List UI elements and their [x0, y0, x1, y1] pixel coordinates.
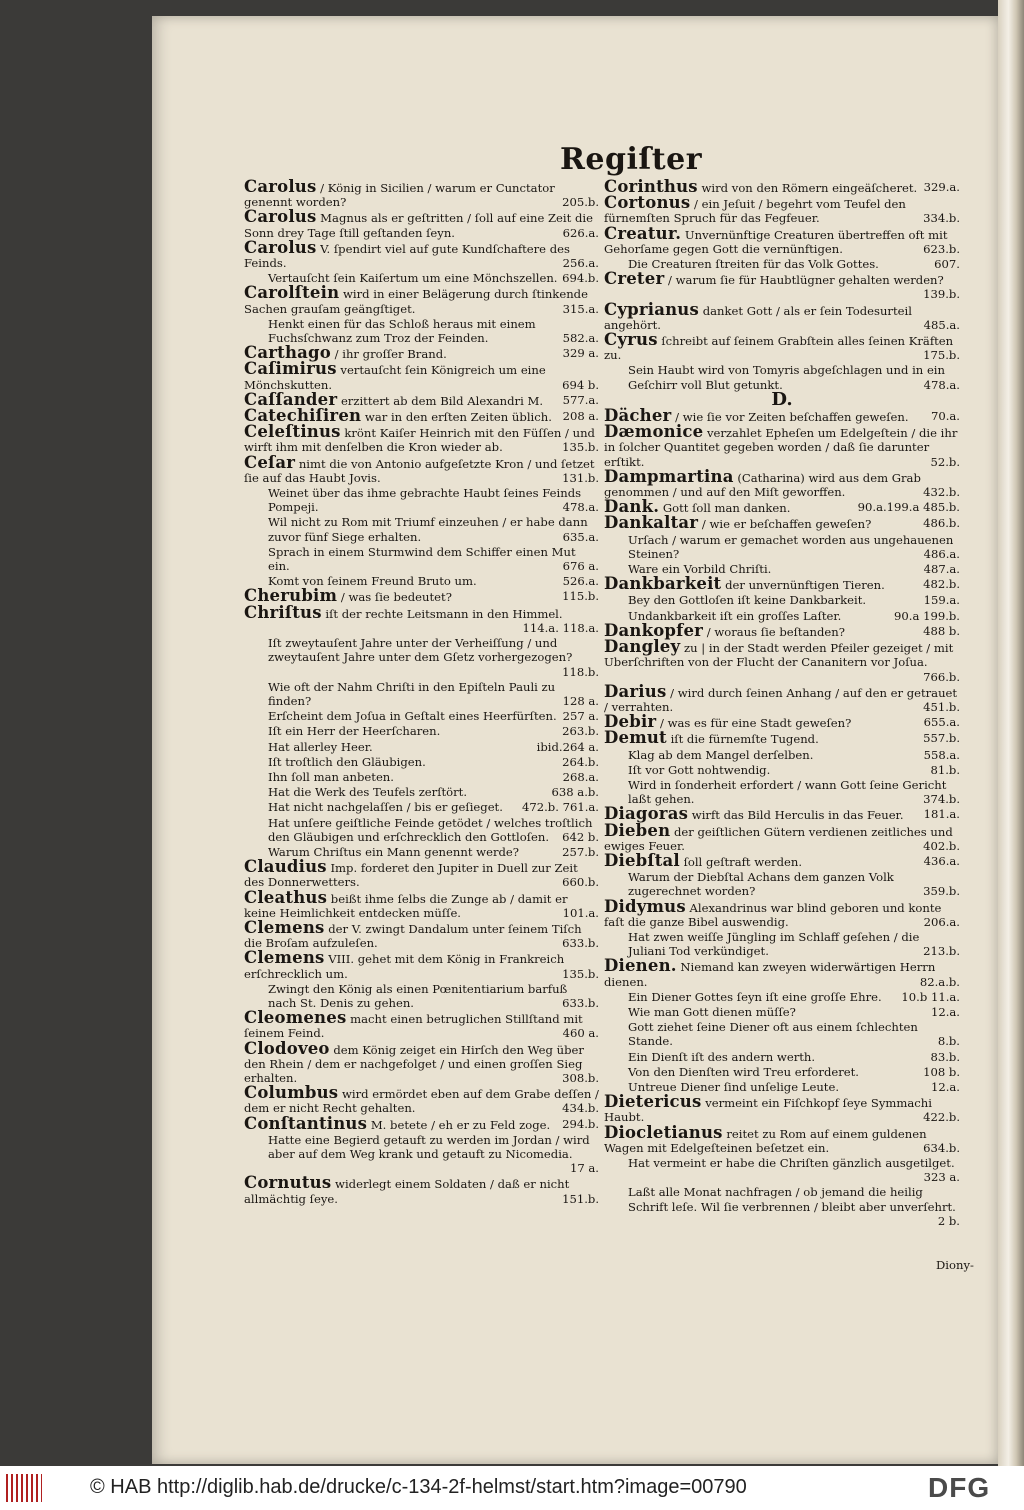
index-text: Gott ſoll man danken. — [662, 501, 791, 516]
index-headword: Cherubim — [244, 586, 338, 606]
page-reference: 135.b. — [562, 966, 599, 981]
index-entry — [604, 1156, 960, 1184]
page-reference: 655.a. — [923, 715, 960, 730]
index-headword: Carolus — [244, 237, 317, 257]
index-subentry: Vertauſcht ſein Kaiſertum um eine Mönchszellen. — [268, 271, 558, 286]
index-entry — [244, 1038, 599, 1086]
index-entry — [244, 709, 599, 723]
page-reference: 432.b. — [923, 485, 960, 500]
index-headword: Dank. — [604, 497, 660, 517]
index-subentry: Untreue Diener ſind unſelige Leute. — [628, 1079, 840, 1094]
index-headword: Cyprianus — [604, 299, 699, 319]
index-entry — [244, 359, 599, 392]
index-subentry: Hat die Werk des Teufels zerſtört. — [268, 785, 468, 800]
index-text: dem König zeiget ein Hirſch den Weg über den Rhein / dem er nachgefolget / und einen groſſen Sieg erhalten. — [244, 1042, 584, 1085]
page-reference: 115.b. — [562, 589, 599, 604]
index-text: Magnus als er geſtritten / ſoll auf eine Zeit die Sonn drey Tage ſtill geſtanden ſeyn. — [244, 211, 593, 240]
index-subentry: Iſt vor Gott nohtwendig. — [628, 762, 771, 777]
page-reference: 315.a. — [562, 301, 599, 316]
page-reference: 12.a. — [930, 1004, 960, 1019]
index-subentry: Ein Dienſt iſt des andern werth. — [628, 1049, 816, 1064]
page-reference: 8.b. — [937, 1034, 960, 1049]
index-text: Unvernünftige Creaturen übertreffen oft mit Gehorſame gegen Gott die vernünftigen. — [604, 227, 948, 256]
hab-logo-icon — [6, 1474, 42, 1502]
index-subentry: Wil nicht zu Rom mit Triumf einzeuhen / er habe dann zuvor fünf Siege erhalten. — [268, 515, 588, 544]
page-reference: 478.a. — [923, 377, 960, 392]
page-reference: 766.b. — [923, 669, 960, 684]
page-reference: 694 b. — [562, 377, 599, 392]
index-entry — [244, 816, 599, 844]
index-text: VIII. gehet mit dem König in Frankreich erſchrecklich um. — [244, 952, 565, 981]
index-subentry: Henkt einen für das Schloß heraus mit einem Fuchsſchwanz zum Troz der Feinden. — [268, 316, 536, 346]
index-entry — [244, 1083, 599, 1116]
index-headword: Ceſar — [244, 452, 296, 472]
index-text: wird ermördet eben auf dem Grabe deſſen / dem er nicht Recht gehalten. — [244, 1087, 599, 1116]
index-entry — [244, 545, 599, 573]
index-subentry: Warum Chriſtus ein Mann genennt werde? — [268, 844, 519, 859]
index-headword: Diebſtal — [604, 850, 680, 870]
page-reference: 676 a. — [562, 559, 599, 574]
index-headword: Carolus — [244, 207, 317, 227]
index-headword: Creter — [604, 269, 665, 289]
index-text: ſoll geſtraft werden. — [683, 854, 803, 869]
index-subentry: Hat vermeint er habe die Chriſten gänzlich ausgetilget. — [628, 1156, 955, 1170]
page-reference: 434.b. — [562, 1101, 599, 1116]
page-reference: 205.b. — [562, 195, 599, 210]
footer-bar — [0, 1466, 1024, 1510]
page-reference: 268.a. — [562, 769, 599, 784]
index-headword: Corinthus — [604, 177, 698, 196]
page-reference: 488 b. — [923, 623, 960, 638]
page-reference: 402.b. — [923, 838, 960, 853]
index-headword: Clemens — [244, 917, 325, 937]
index-headword: Dietericus — [604, 1092, 702, 1112]
index-entry — [604, 574, 960, 594]
page-reference: 213.b. — [923, 944, 960, 959]
index-text: / was ſie bedeutet? — [340, 590, 452, 605]
index-entry — [244, 1133, 599, 1176]
index-text: reitet zu Rom auf einem guldenen Wagen mit Edelgeſteinen beſetzet ein. — [604, 1126, 927, 1155]
index-entry — [604, 820, 960, 853]
index-entry — [604, 193, 960, 226]
index-headword: Didymus — [604, 896, 686, 916]
index-entry — [244, 486, 599, 514]
index-entry — [244, 237, 599, 271]
page-reference: 128 a. — [562, 693, 599, 708]
index-text: vertauſcht ſein Königreich um eine Mönchskutten. — [244, 363, 546, 392]
page-reference: 557.b. — [923, 731, 960, 746]
index-headword: Debir — [604, 712, 657, 732]
index-entry — [604, 763, 960, 777]
page-reference: 478.a. — [562, 500, 599, 515]
index-text: / wie er beſchaffen geweſen? — [701, 517, 872, 532]
index-entry — [244, 785, 599, 799]
page-reference: 10.b 11.a. — [901, 989, 960, 1004]
catchword: Diony- — [936, 1258, 974, 1272]
index-subentry: Warum der Diebſtal Achans dem ganzen Volk zugerechnet worden? — [628, 870, 894, 899]
index-headword: Dankbarkeit — [604, 574, 722, 594]
page-reference: 256.a. — [562, 256, 599, 271]
page-reference: 486.b. — [923, 516, 960, 531]
index-entry — [604, 956, 960, 989]
index-headword: Cleomenes — [244, 1008, 347, 1028]
index-entry — [244, 800, 599, 814]
page-reference: 359.b. — [923, 884, 960, 899]
page-reference: 526.a. — [562, 574, 599, 589]
index-headword: Demut — [604, 728, 667, 748]
page-reference: 264.b. — [562, 754, 599, 769]
index-text: Niemand kan zweyen widerwärtigen Herrn dienen. — [604, 960, 936, 989]
index-entry — [244, 917, 599, 951]
page-reference: 52.b. — [930, 454, 960, 469]
index-subentry: Urſach / warum er gemachet worden aus ungehauenen Steinen? — [628, 532, 954, 561]
index-text: der V. zwingt Dandalum unter ſeinem Tiſch die Broſam aufzuleſen. — [244, 921, 582, 951]
index-entry — [244, 283, 599, 316]
section-letter: D. — [771, 388, 793, 410]
index-text: krönt Kaiſer Heinrich mit den Füſſen / und wirft ihm mit denſelben die Kron wieder ab. — [244, 426, 595, 455]
index-text: / warum ſie für Haubtlügner gehalten werden? — [668, 273, 944, 288]
index-subentry: Weinet über das ihme gebrachte Haubt ſeines Feinds Pompeji. — [268, 486, 582, 515]
index-headword: Dampmartina — [604, 466, 734, 486]
page-reference: 90.a.199.a 485.b. — [857, 500, 960, 515]
index-subentry: Gott ziehet ſeine Diener oft aus einem ſchlechten Stande. — [628, 1020, 918, 1049]
index-entry — [604, 637, 960, 684]
index-entry — [604, 748, 960, 762]
right-column — [604, 177, 960, 1229]
index-text: zu | in der Stadt werden Pfeiler gezeiget / mit Uberſchriften von der Flucht der Cananitern vor Joſua. — [604, 641, 954, 670]
index-headword: Claudius — [244, 857, 327, 877]
page-stack-edge — [998, 0, 1024, 1466]
index-text: Imp. forderet den Jupiter in Duell zur Zeit des Donnerwetters. — [244, 861, 578, 890]
index-text: M. betete / eh er zu Feld zoge. — [370, 1117, 551, 1132]
index-entry — [604, 593, 960, 607]
index-subentry: Iſt ein Herr der Heerſcharen. — [268, 724, 441, 739]
index-entry — [604, 513, 960, 533]
page-reference: 308.b. — [562, 1070, 599, 1085]
page-reference: 90.a 199.b. — [894, 608, 960, 623]
page-reference: 633.b. — [562, 995, 599, 1010]
page-reference: 577.a. — [562, 392, 599, 407]
index-subentry: Hat zwen weiſſe Jüngling im Schlaff geſehen / die Juliani Tod verkündiget. — [628, 929, 920, 959]
index-entry — [244, 755, 599, 769]
index-headword: Clemens — [244, 948, 325, 968]
index-headword: Chriſtus — [244, 602, 322, 622]
page-reference: 206.a. — [923, 914, 960, 929]
index-text: / wie ſie vor Zeiten beſchaffen geweſen. — [675, 410, 909, 425]
index-entry — [604, 1122, 960, 1155]
index-headword: Dienen. — [604, 956, 677, 976]
index-subentry: Iſt troſtlich den Gläubigen. — [268, 754, 426, 769]
index-entry — [604, 1065, 960, 1079]
footer-url[interactable]: © HAB http://diglib.hab.de/drucke/c-134-2f-helmst/start.htm?image=00790 — [90, 1476, 747, 1498]
index-entry — [244, 887, 599, 920]
index-entry — [604, 990, 960, 1004]
index-text: beißt ihme ſelbs die Zunge ab / damit er keine Heimlichkeit entdecken müſſe. — [244, 891, 568, 920]
page-reference: 485.a. — [923, 317, 960, 332]
index-entry — [604, 896, 960, 929]
index-subentry: Sein Haubt wird von Tomyris abgeſchlagen und in ein Geſchirr voll Blut getunkt. — [628, 363, 945, 392]
index-headword: Dæmonice — [604, 422, 704, 442]
index-subentry: Iſt zweytauſent Jahre unter der Verheiſſung / und zweytauſent Jahre unter dem Gſetz vorhergezogen? — [268, 636, 573, 665]
index-entry — [604, 930, 960, 958]
page-reference: 472.b. 761.a. — [521, 800, 599, 815]
index-entry — [604, 363, 960, 391]
index-subentry: Sprach in einem Sturmwind dem Schiffer einen Mut ein. — [268, 544, 576, 574]
index-subentry: Klag ab dem Mangel derſelben. — [628, 747, 814, 762]
page-reference: 159.a. — [923, 593, 960, 608]
page-reference: 329 a. — [562, 346, 599, 361]
index-text: nimt die von Antonio aufgeſetzte Kron / und ſetzet ſie auf das Haubt Jovis. — [244, 456, 595, 485]
index-headword: Carthago — [244, 343, 331, 363]
index-text: vermeint ein Fiſchkopf ſeye Symmachi Haubt. — [604, 1096, 932, 1125]
page-reference: 257 a. — [562, 709, 599, 724]
index-text: / wird durch ſeinen Anhang / auf den er getrauet / verrahten. — [604, 685, 958, 714]
index-entry — [244, 452, 599, 485]
index-text: wird in einer Belägerung durch ſtinkende Sachen grauſam geängſtiget. — [244, 287, 588, 316]
index-text: / ein Jeſuit / begehrt vom Teufel den fürnemſten Spruch für das Fegfeuer. — [604, 197, 906, 226]
index-headword: Caſimirus — [244, 359, 337, 379]
page-reference: 294.b. — [562, 1116, 599, 1131]
index-subentry: Ware ein Vorbild Chriſti. — [628, 562, 772, 577]
index-entry — [604, 1092, 960, 1125]
page-reference: 181.a. — [923, 807, 960, 822]
index-entry — [604, 1005, 960, 1019]
index-subentry: Von den Dienſten wird Treu erforderet. — [628, 1064, 859, 1079]
page-reference: 135.b. — [562, 440, 599, 455]
page-reference: 101.a. — [562, 905, 599, 920]
page-reference: 436.a. — [923, 853, 960, 868]
page-reference: 451.b. — [923, 699, 960, 714]
index-subentry: Die Creaturen ſtreiten für das Volk Gottes. — [628, 257, 879, 272]
page-reference: 17 a. — [569, 1161, 599, 1176]
index-subentry: Zwingt den König als einen Pœnitentiarium barfuß nach St. Denis zu gehen. — [268, 981, 568, 1010]
index-headword: Cyrus — [604, 330, 658, 350]
page-reference: 623.b. — [923, 241, 960, 256]
index-text: der unvernünftigen Tieren. — [725, 578, 885, 593]
index-headword: Diagoras — [604, 804, 689, 824]
page-reference: 482.b. — [923, 577, 960, 592]
index-headword: Cortonus — [604, 193, 691, 213]
index-entry — [244, 207, 599, 240]
index-entry — [604, 850, 960, 870]
index-subentry: Hat unſere geiſtliche Feinde getödet / welches troſtlich den Gläubigen und erſchrecklich den Gottloſen. — [268, 815, 593, 844]
index-text: iſt die fürnemſte Tugend. — [670, 732, 819, 747]
index-headword: Dächer — [604, 406, 672, 426]
index-headword: Dangley — [604, 637, 681, 657]
page-reference: 83.b. — [930, 1049, 960, 1064]
page-reference: 81.b. — [930, 762, 960, 777]
index-text: wird von den Römern eingeäſcheret. — [701, 181, 918, 195]
page-reference: 422.b. — [923, 1110, 960, 1125]
index-text: widerlegt einem Soldaten / daß er nicht allmächtig ſeye. — [244, 1177, 570, 1206]
index-headword: Dankaltar — [604, 513, 699, 533]
index-headword: Columbus — [244, 1083, 339, 1103]
page-reference: 694.b. — [562, 271, 599, 286]
index-entry — [244, 770, 599, 784]
page-reference: 118.b. — [562, 664, 599, 679]
index-entry — [604, 223, 960, 256]
page-reference: 638 a.b. — [551, 785, 599, 800]
index-entry — [244, 515, 599, 543]
index-text: V. ſpendirt viel auf gute Kundſchaftere des Feinds. — [244, 241, 570, 271]
index-headword: Clodoveo — [244, 1038, 330, 1058]
index-headword: Dankopfer — [604, 620, 704, 640]
page-reference: 607. — [934, 257, 960, 272]
index-headword: Dieben — [604, 820, 671, 840]
index-subentry: Komt von ſeinem Freund Bruto um. — [268, 574, 477, 589]
index-headword: Carolus — [244, 177, 317, 196]
page-reference: 139.b. — [923, 287, 960, 302]
index-text: erzittert ab dem Bild Alexandri M. — [340, 393, 544, 408]
page-reference: ibid.264 a. — [536, 739, 599, 754]
index-entry — [244, 724, 599, 738]
page-reference: 82.a.b. — [919, 974, 960, 989]
index-text: iſt der rechte Leitsmann in den Himmel. — [325, 606, 563, 621]
index-entry — [244, 636, 599, 679]
index-headword: Creatur. — [604, 223, 682, 243]
page-reference: 486.a. — [923, 546, 960, 561]
index-entry — [604, 299, 960, 332]
index-entry — [604, 269, 960, 302]
index-entry — [604, 1185, 960, 1228]
index-entry — [604, 1050, 960, 1064]
page-reference: 626.a. — [562, 225, 599, 240]
index-entry — [244, 982, 599, 1010]
index-entry — [244, 177, 599, 210]
index-entry — [244, 680, 599, 708]
index-text: verzahlet Epheſen um Edelgeſtein / die ihr in ſolcher Quantitet gegeben worden / daß ſie darunter erſtikt. — [604, 426, 958, 469]
index-entry — [244, 1008, 599, 1041]
page-reference: 660.b. — [562, 875, 599, 890]
page-heading: Regiſter — [560, 142, 703, 177]
index-entry — [244, 1173, 599, 1206]
dfg-logo: DFG — [928, 1472, 991, 1503]
index-entry — [604, 330, 960, 363]
index-subentry: Ihn ſoll man anbeten. — [268, 769, 394, 784]
index-text: ſchreibt auf ſeinem Grabſtein alles ſeinen Kräften zu. — [604, 334, 954, 363]
index-entry — [604, 466, 960, 500]
index-text: danket Gott / als er ſein Todesurteil angehört. — [604, 303, 912, 332]
index-subentry: Laßt alle Monat nachfragen / ob jemand die heilig Schrift leſe. Wil ſie verbrennen / bleibt aber unverſehrt. — [628, 1185, 956, 1214]
page-reference: 175.b. — [923, 348, 960, 363]
index-subentry: Ein Diener Gottes ſeyn iſt eine groſſe Ehre. — [628, 989, 882, 1004]
page-reference: 257.b. — [562, 844, 599, 859]
index-text: wirft das Bild Herculis in das Feuer. — [691, 808, 904, 823]
index-subentry: Wie oft der Nahm Chriſti in den Epiſteln Pauli zu finden? — [268, 679, 556, 708]
index-headword: Diocletianus — [604, 1122, 723, 1142]
page-reference: 642 b. — [562, 829, 599, 844]
page-reference: 487.a. — [923, 562, 960, 577]
index-entry — [244, 948, 599, 981]
index-subentry: Wird in ſonderheit erfordert / wann Gott ſeine Gericht laßt gehen. — [628, 777, 947, 807]
page-reference: 108 b. — [923, 1064, 960, 1079]
page-reference: 634.b. — [923, 1140, 960, 1155]
index-subentry: Hatte eine Begierd getauft zu werden im Jordan / wird aber auf dem Weg krank und getauft zu Nicomedia. — [268, 1132, 590, 1161]
index-headword: Conſtantinus — [244, 1113, 368, 1133]
index-entry — [604, 422, 960, 469]
page-reference: 12.a. — [930, 1079, 960, 1094]
index-headword: Celeſtinus — [244, 422, 341, 442]
index-entry — [244, 1113, 599, 1133]
index-entry — [604, 870, 960, 898]
index-entry — [604, 681, 960, 714]
index-subentry: Erſcheint dem Joſua in Geſtalt eines Heerfürſten. — [268, 709, 557, 724]
index-text: der geiſtlichen Gütern verdienen zeitliches und ewiges Feuer. — [604, 824, 953, 853]
index-subentry: Bey den Gottloſen iſt keine Dankbarkeit. — [628, 593, 867, 608]
index-subentry: Hat nicht nachgelaſſen / bis er geſieget. — [268, 800, 503, 815]
index-headword: Darius — [604, 681, 667, 701]
index-entry — [244, 317, 599, 345]
index-text: (Catharina) wird aus dem Grab genommen / und auf den Miſt geworffen. — [604, 470, 921, 500]
page-reference: 131.b. — [562, 470, 599, 485]
page-reference: 334.b. — [923, 211, 960, 226]
index-entry — [244, 422, 599, 455]
index-headword: Carolſtein — [244, 283, 340, 303]
index-entry — [244, 602, 599, 635]
index-text: / ihr groſſer Brand. — [334, 347, 447, 362]
index-entry — [604, 533, 960, 561]
index-text: / König in Sicilien / warum er Cunctator genennt worden? — [244, 181, 555, 210]
index-text: / woraus ſie beſtanden? — [706, 624, 845, 639]
index-text: Alexandrinus war blind geboren und konte faſt die ganze Bibel auswendig. — [604, 900, 942, 929]
index-entry — [604, 728, 960, 748]
page-reference: 633.b. — [562, 936, 599, 951]
index-entry — [244, 740, 599, 754]
page-reference: 208 a. — [562, 409, 599, 424]
index-text: / was es für eine Stadt geweſen? — [660, 716, 852, 731]
index-headword: Caſſander — [244, 389, 338, 409]
index-headword: Cornutus — [244, 1173, 332, 1193]
page-reference: 70.a. — [930, 409, 960, 424]
page-reference: 635.a. — [562, 529, 599, 544]
page-reference: 323 a. — [923, 1170, 960, 1185]
index-headword: Catechiſiren — [244, 406, 362, 426]
index-subentry: Undankbarkeit iſt ein groſſes Laſter. — [628, 608, 842, 623]
index-headword: Cleathus — [244, 887, 328, 907]
page-reference: 151.b. — [562, 1191, 599, 1206]
page-reference: 460 a. — [562, 1026, 599, 1041]
index-entry — [604, 1020, 960, 1048]
index-subentry: Wie man Gott dienen müſſe? — [628, 1004, 796, 1019]
index-text: war in den erſten Zeiten üblich. — [364, 410, 552, 425]
page-reference: 582.a. — [562, 331, 599, 346]
page-reference: 114.a. 118.a. — [522, 620, 599, 635]
page-reference: 329.a. — [923, 180, 960, 194]
page-reference: 374.b. — [923, 792, 960, 807]
index-text: macht einen betruglichen Stillſtand mit ſeinem Feind. — [244, 1012, 583, 1041]
page-reference: 558.a. — [923, 747, 960, 762]
index-entry — [604, 778, 960, 806]
page-reference: 263.b. — [562, 724, 599, 739]
index-subentry: Hat allerley Heer. — [268, 739, 373, 754]
page-reference: 2 b. — [937, 1213, 960, 1228]
index-entry — [244, 857, 599, 890]
left-column — [244, 177, 599, 1207]
